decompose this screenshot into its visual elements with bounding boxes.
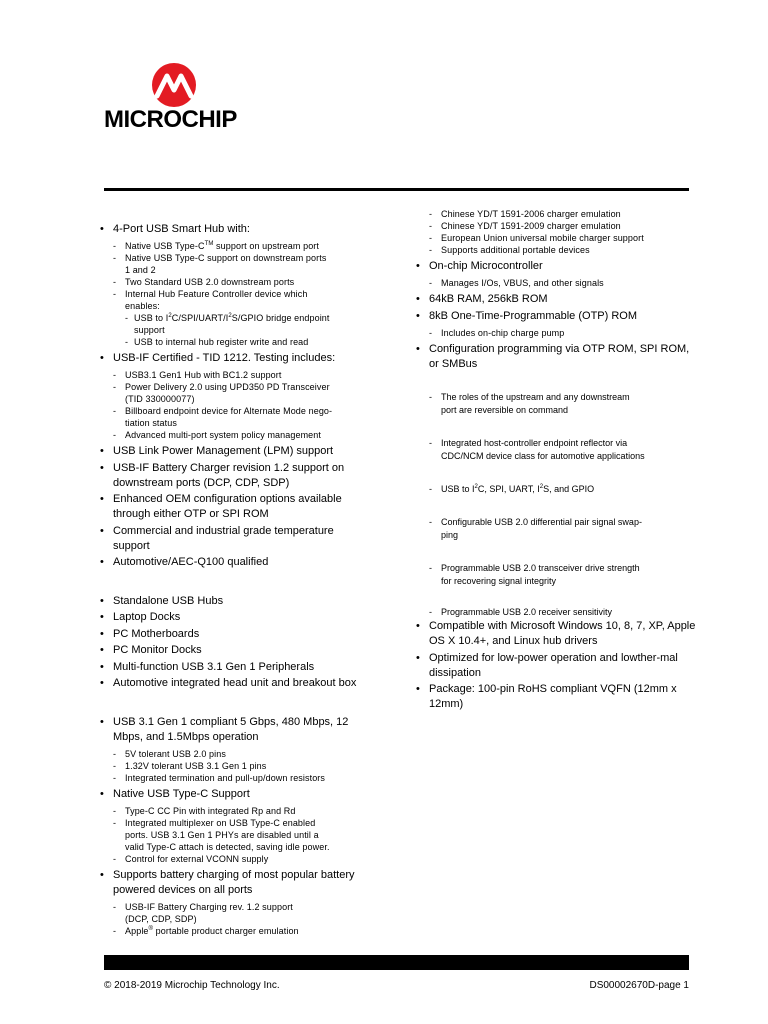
footer-rule	[104, 955, 689, 970]
certified-subs: - USB3.1 Gen1 Hub with BC1.2 support - Power Delivery 2.0 using UPD350 PD Transceiver (TID 330000077) - Billboard endpoint device for Alternate Mode nego- tiation status - Advanced multi-port system policy management	[100, 369, 365, 441]
list-item: • PC Monitor Docks	[100, 643, 365, 658]
feature-oem-config: • Enhanced OEM configuration options available through either OTP or SPI ROM	[100, 492, 365, 522]
feature-lpm: • USB Link Power Management (LPM) support	[100, 444, 365, 459]
feature-automotive: • Automotive/AEC-Q100 qualified	[100, 555, 365, 570]
feature-certified: • USB-IF Certified - TID 1212. Testing includes:	[100, 351, 365, 366]
brand-wordmark: MICROCHIP	[104, 106, 237, 133]
feature-smart-hub: • 4-Port USB Smart Hub with:	[100, 222, 365, 237]
doc-number: DS00002670D-page 1	[589, 980, 689, 991]
list-item: • PC Motherboards	[100, 627, 365, 642]
right-column: - Chinese YD/T 1591-2006 charger emulation - Chinese YD/T 1591-2009 charger emulation - European Union universal mobile charger support - Supports additional portable devices • On-chip Microcontroller - Manages I/Os, VBUS, and other signals • 64kB RAM, 256kB ROM • 8kB One-Time-Programmable (OTP) ROM - Includes on-chip charge pump • Configuration programming via OTP ROM, SPI ROM, or SMBus - The roles of the upstream and any downstream port are reversible on command - Integrated host-controller endpoint reflector via CDC/NCM device class for automotive applications - USB to $I^2C$, SPI, UART, $I^2S$, and GPIO - Configurable USB 2.0 differential pair signal swap- ping - Programmable USB 2.0 transceiver drive strength for recovering signal integrity - Programmable USB 2.0 receiver sensitivity • Compatible with Microsoft Windows 10, 8, 7, XP, Apple OS X 10.4+, and Linux hub drivers • Optimized for low-power operation and lowther-mal dissipation • Package: 100-pin RoHS compliant VQFN (12mm x 12mm)	[416, 205, 696, 714]
smart-hub-subs: - Native USB Type-C™ support on upstream port - Native USB Type-C support on downstream ports 1 and 2 - Two Standard USB 2.0 downstream ports - Internal Hub Feature Controller device which enables: - USB to $I^2C/SPI/UART/I^2S$/GPIO bridge endpoint support - USB to internal hub register write and read	[100, 240, 365, 348]
microchip-logo-icon	[151, 62, 197, 108]
list-item: • Standalone USB Hubs	[100, 594, 365, 609]
feature-microcontroller: • On-chip Microcontroller	[416, 259, 696, 274]
list-item: • Automotive integrated head unit and breakout box	[100, 676, 365, 691]
header-rule	[104, 188, 689, 191]
feature-config-programming: • Configuration programming via OTP ROM, SPI ROM, or SMBus	[416, 342, 696, 372]
feature-ram-rom: • 64kB RAM, 256kB ROM	[416, 292, 696, 307]
hw-feature-battery: • Supports battery charging of most popular battery powered devices on all ports	[100, 868, 365, 898]
feature-battery-charger: • USB-IF Battery Charger revision 1.2 support on downstream ports (DCP, CDP, SDP)	[100, 461, 365, 491]
feature-temperature: • Commercial and industrial grade temperature support	[100, 524, 365, 554]
left-column: • 4-Port USB Smart Hub with: - Native USB Type-C™ support on upstream port - Native USB Type-C support on downstream ports 1 and 2 - Two Standard USB 2.0 downstream ports - Internal Hub Feature Controller device which enables: - USB to $I^2C/SPI/UART/I^2S$/GPIO bridge endpoint support - USB to internal hub register write and read • USB-IF Certified - TID 1212. Testing includes: - USB3.1 Gen1 Hub with BC1.2 support - Power Delivery 2.0 using UPD350 PD Transceiver (TID 330000077) - Billboard endpoint device for Alternate Mode nego- tiation status - Advanced multi-port system policy management • USB Link Power Management (LPM) support • USB-IF Battery Charger revision 1.2 support on downstream ports (DCP, CDP, SDP) • Enhanced OEM configuration options available through either OTP or SPI ROM • Commercial and industrial grade temperature support • Automotive/AEC-Q100 qualified • Standalone USB Hubs • Laptop Docks • PC Motherboards • PC Monitor Docks • Multi-function USB 3.1 Gen 1 Peripherals • Automotive integrated head unit and breakout box • USB 3.1 Gen 1 compliant 5 Gbps, 480 Mbps, 12 Mbps, and 1.5Mbps operation - 5V tolerant USB 2.0 pins - 1.32V tolerant USB 3.1 Gen 1 pins - Integrated termination and pull-up/down resistors • Native USB Type-C Support - Type-C CC Pin with integrated Rp and Rd - Integrated multiplexer on USB Type-C enabled ports. USB 3.1 Gen 1 PHYs are disabled until a valid Type-C attach is detected, saving idle power. - Control for external VCONN supply • Supports battery charging of most popular battery powered devices on all ports - USB-IF Battery Charging rev. 1.2 support (DCP, CDP, SDP) - Apple® portable product charger emulation	[100, 222, 365, 940]
list-item: • Laptop Docks	[100, 610, 365, 625]
applications-list	[100, 594, 365, 692]
microchip-logo	[104, 62, 276, 140]
feature-low-power: • Optimized for low-power operation and lowther-mal dissipation	[416, 651, 696, 681]
feature-package: • Package: 100-pin RoHS compliant VQFN (12mm x 12mm)	[416, 682, 696, 712]
feature-otp-rom: • 8kB One-Time-Programmable (OTP) ROM	[416, 309, 696, 324]
charger-emulation-subs: - Chinese YD/T 1591-2006 charger emulation - Chinese YD/T 1591-2009 charger emulation - European Union universal mobile charger support - Supports additional portable devices	[416, 208, 696, 256]
copyright: © 2018-2019 Microchip Technology Inc.	[104, 980, 280, 991]
hw-feature-typec: • Native USB Type-C Support	[100, 787, 365, 802]
hw-feature-usb31: • USB 3.1 Gen 1 compliant 5 Gbps, 480 Mbps, 12 Mbps, and 1.5Mbps operation	[100, 715, 365, 745]
feature-os-compat: • Compatible with Microsoft Windows 10, 8, 7, XP, Apple OS X 10.4+, and Linux hub drivers	[416, 619, 696, 649]
list-item: • Multi-function USB 3.1 Gen 1 Peripherals	[100, 660, 365, 675]
